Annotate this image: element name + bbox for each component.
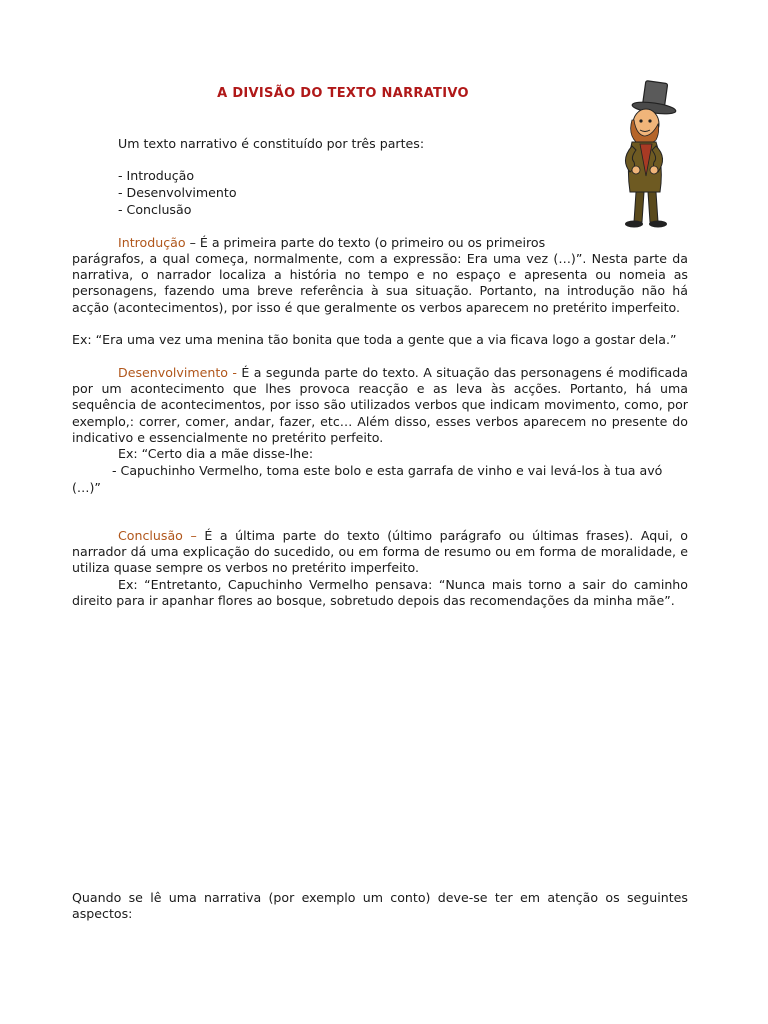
desenvolvimento-example-1: Ex: “Certo dia a mãe disse-lhe:	[118, 446, 314, 461]
introducao-text-1: – É a primeira parte do texto (o primeiro ou os primeiros	[185, 235, 546, 250]
desenvolvimento-example-2: - Capuchinho Vermelho, toma este bolo e esta garrafa de vinho e vai levá-los à tua avó	[112, 463, 663, 478]
conclusao-text: É a última parte do texto (último parágrafo ou últimas frases). Aqui, o narrador dá uma explicação do sucedido, ou em forma de resumo ou em forma de moralidade, e utiliza quase sempre os verbos no pretérito imperfeito.	[72, 528, 688, 576]
desenvolvimento-paragraph	[72, 365, 688, 446]
conclusao-example-text: Ex: “Entretanto, Capuchinho Vermelho pensava: “Nunca mais torno a sair do caminho direito para ir apanhar flores ao bosque, sobretudo depois das recomendações da minha mãe”.	[72, 577, 688, 609]
document-title: A DIVISÃO DO TEXTO NARRATIVO	[217, 86, 469, 101]
desenvolvimento-term: Desenvolvimento -	[118, 365, 237, 380]
introducao-term: Introdução	[118, 235, 186, 250]
footer-paragraph: Quando se lê uma narrativa (por exemplo um conto) deve-se ter em atenção os seguintes aspectos:	[72, 890, 688, 922]
introducao-example: Ex: “Era uma vez uma menina tão bonita que toda a gente que a via ficava logo a gostar dela.”	[72, 332, 677, 347]
conclusao-term: Conclusão –	[118, 528, 197, 543]
desenvolvimento-text: É a segunda parte do texto. A situação das personagens é modificada por um acontecimento que lhes provoca reacção e as leva às acções. Portanto, há uma sequência de acontecimentos, por isso são utilizados verbos que indicam movimento, como, por exemplo,: correr, comer, andar, fazer, etc… Além disso, esses verbos aparecem no presente do indicativo e essencialmente no pretérito perfeito.	[72, 365, 688, 445]
intro-line: Um texto narrativo é constituído por três partes:	[118, 136, 425, 151]
desenvolvimento-example-3: (…)”	[72, 480, 101, 495]
introducao-paragraph: parágrafos, a qual começa, normalmente, com a expressão: Era uma vez (…)”. Nesta parte da narrativa, o narrador localiza a história no tempo e no espaço e apresenta ou nomeia as personagens, fazendo uma breve referência à sua situação. Portanto, na introdução não há acção (acontecimentos), por isso é que geralmente os verbos aparecem no pretérito imperfeito.	[72, 251, 688, 315]
cartoon-man-illustration	[606, 76, 692, 232]
introducao-first-line	[118, 235, 618, 251]
part-item-desenvolvimento: - Desenvolvimento	[118, 185, 237, 200]
part-item-conclusao: - Conclusão	[118, 202, 192, 217]
part-item-introducao: - Introdução	[118, 168, 195, 183]
conclusao-paragraph	[72, 528, 688, 577]
conclusao-example	[72, 577, 688, 609]
